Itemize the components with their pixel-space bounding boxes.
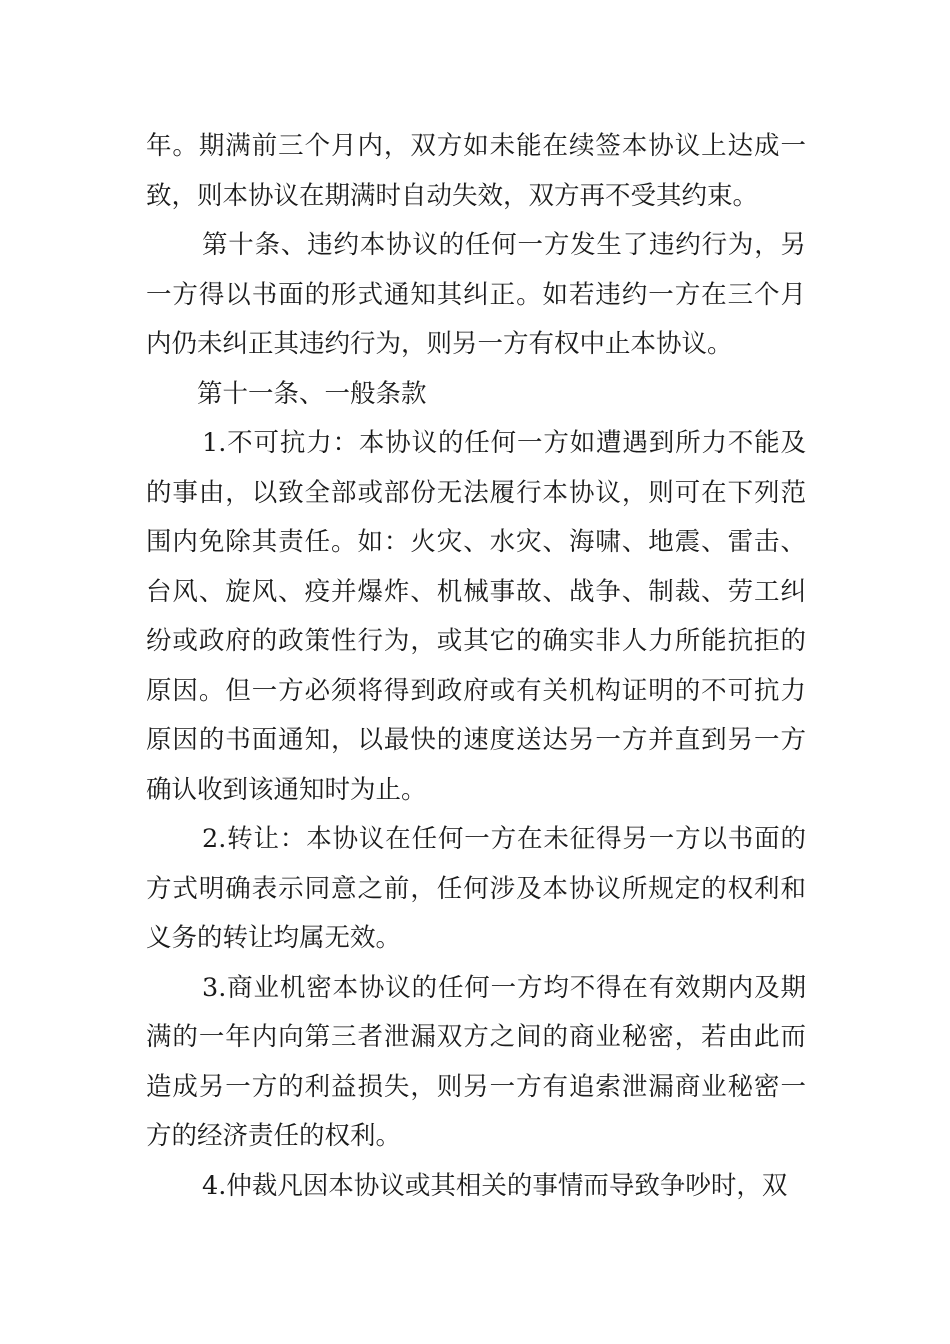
paragraph-arbitration: 4.仲裁凡因本协议或其相关的事情而导致争吵时，双	[202, 1170, 788, 1201]
paragraph-article-11-heading: 第十一条、一般条款	[197, 378, 427, 409]
paragraph-trade-secret: 3.商业机密本协议的任何一方均不得在有效期内及期满的一年内向第三者泄漏双方之间的商业秘密，若由此而造成另一方的利益损失，则另一方有追索泄漏商业秘密一方的经济责任的权利。	[146, 972, 806, 1151]
paragraph-force-majeure: 1.不可抗力：本协议的任何一方如遭遇到所力不能及的事由，以致全部或部份无法履行本协议，则可在下列范围内免除其责任。如：火灾、水灾、海啸、地震、雷击、台风、旋风、疫并爆炸、机械事故、战争、制裁、劳工纠纷或政府的政策性行为，或其它的确实非人力所能抗拒的原因。但一方必须将得到政府或有关机构证明的不可抗力原因的书面通知，以最快的速度送达另一方并直到另一方确认收到该通知时为止。	[146, 428, 806, 805]
paragraph-term-expiry: 年。期满前三个月内，双方如未能在续签本协议上达成一致，则本协议在期满时自动失效，双方再不受其约束。	[146, 131, 806, 211]
paragraph-transfer: 2.转让：本协议在任何一方在未征得另一方以书面的方式明确表示同意之前，任何涉及本协议所规定的权利和义务的转让均属无效。	[146, 824, 806, 953]
document-body	[146, 122, 806, 1211]
paragraph-article-10: 第十条、违约本协议的任何一方发生了违约行为，另一方得以书面的形式通知其纠正。如若违约一方在三个月内仍未纠正其违约行为，则另一方有权中止本协议。	[146, 230, 806, 359]
